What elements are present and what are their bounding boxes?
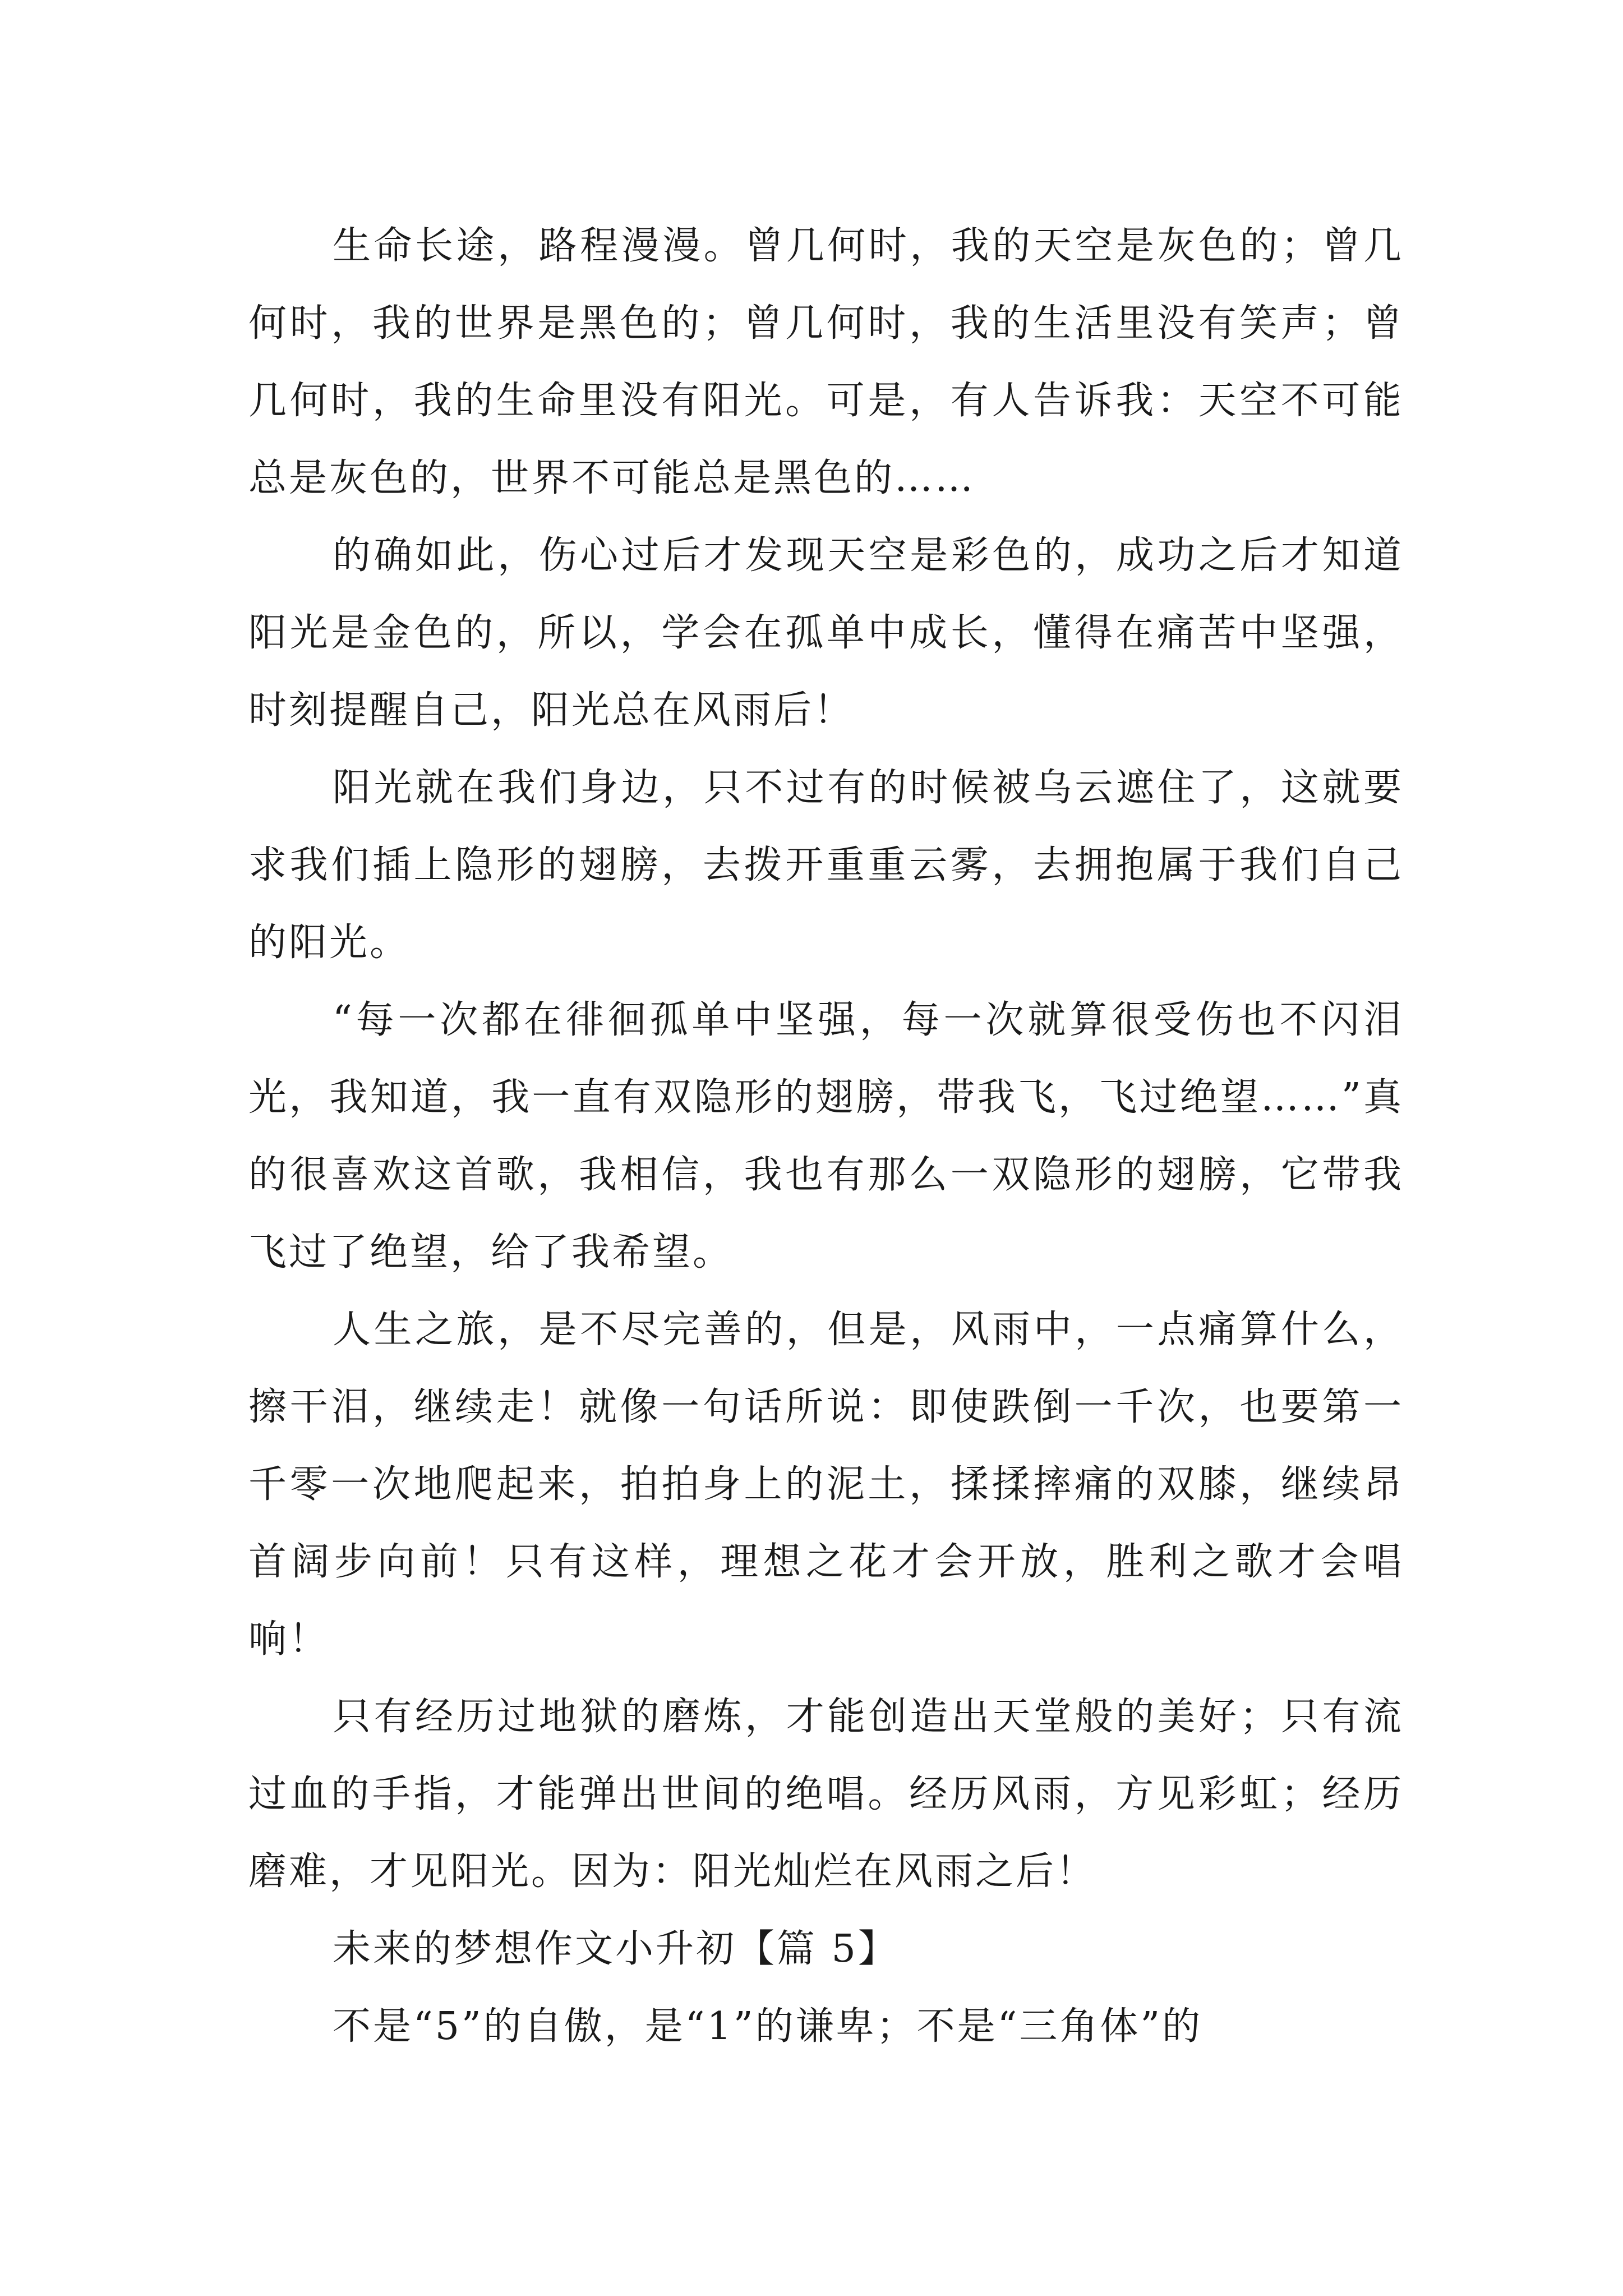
paragraph-7: 不是“5”的自傲，是“1”的谦卑；不是“三角体”的 (333, 2004, 1203, 2049)
paragraph-4: “每一次都在徘徊孤单中坚强，每一次就算很受伤也不闪泪光，我知道，我一直有双隐形的翅膀，带我飞，飞过绝望……”真的很喜欢这首歌，我相信，我也有那么一双隐形的翅膀，它带我飞过了绝望，给了我希望。 (248, 998, 1404, 1274)
paragraph-5: 人生之旅，是不尽完善的，但是，风雨中，一点痛算什么，擦干泪，继续走！就像一句话所说：即使跌倒一千次，也要第一千零一次地爬起来，拍拍身上的泥土，揉揉摔痛的双膝，继续昂首阔步向前！只有这样，理想之花才会开放，胜利之歌才会唱响！ (248, 1308, 1404, 1662)
paragraph-3: 阳光就在我们身边，只不过有的时候被乌云遮住了，这就要求我们插上隐形的翅膀，去拨开重重云雾，去拥抱属于我们自己的阳光。 (248, 766, 1404, 965)
paragraph-2: 的确如此，伤心过后才发现天空是彩色的，成功之后才知道阳光是金色的，所以，学会在孤单中成长，懂得在痛苦中坚强，时刻提醒自己，阳光总在风雨后！ (248, 533, 1404, 733)
paragraph-1: 生命长途，路程漫漫。曾几何时，我的天空是灰色的；曾几何时，我的世界是黑色的；曾几何时，我的生活里没有笑声；曾几何时，我的生命里没有阳光。可是，有人告诉我：天空不可能总是灰色的，世界不可能总是黑色的…… (248, 224, 1404, 500)
document-body (248, 208, 1404, 2065)
section-title: 未来的梦想作文小升初【篇 5】 (333, 1927, 898, 1971)
paragraph-6: 只有经历过地狱的磨炼，才能创造出天堂般的美好；只有流过血的手指，才能弹出世间的绝唱。经历风雨，方见彩虹；经历磨难，才见阳光。因为：阳光灿烂在风雨之后！ (248, 1695, 1404, 1894)
